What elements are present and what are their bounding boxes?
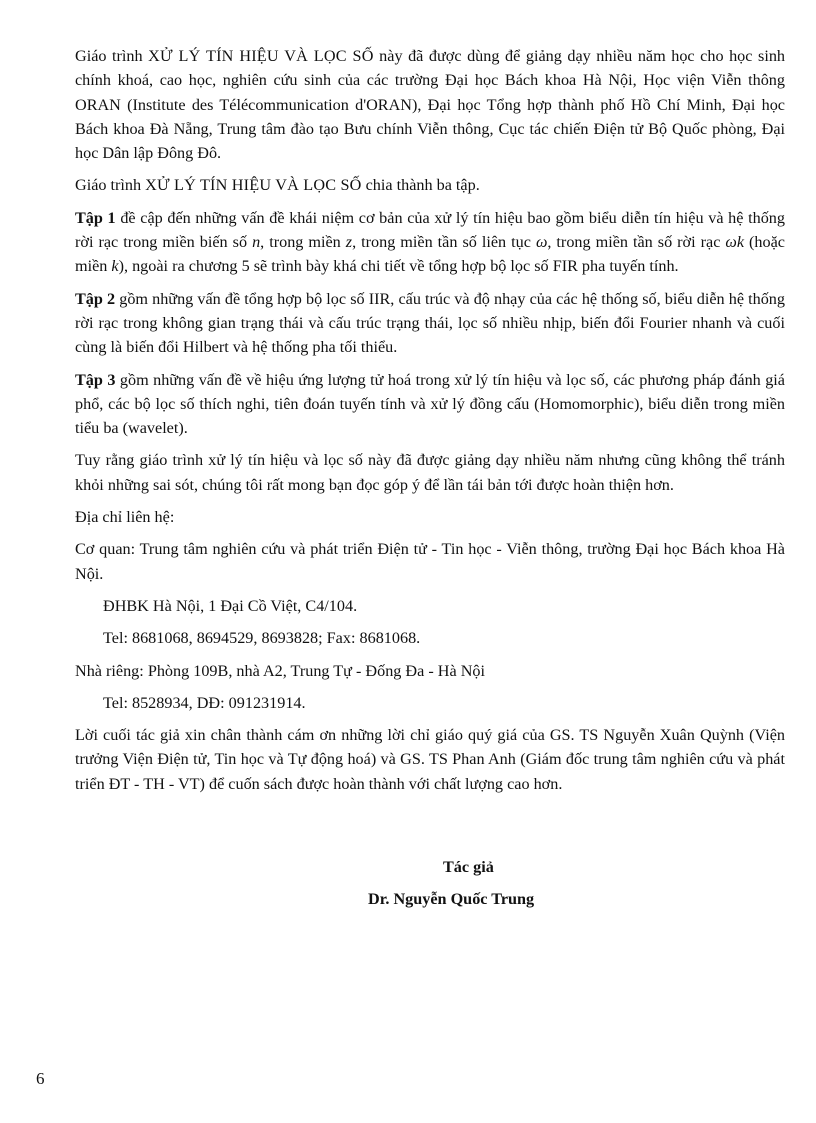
contact-heading: Địa chỉ liên hệ:	[75, 508, 175, 527]
page-number: 6	[36, 1069, 45, 1088]
contact-home-phone: Tel: 8528934, DĐ: 091231914.	[103, 693, 306, 712]
volume-label: Tập 2	[75, 289, 116, 308]
paragraph-intro	[75, 44, 785, 165]
book-title: XỬ LÝ TÍN HIỆU VÀ LỌC SỐ	[148, 47, 374, 65]
paragraph-volume-1	[75, 206, 785, 279]
contact-block	[75, 505, 785, 715]
paragraph-acknowledgement: Lời cuối tác giả xin chân thành cám ơn những lời chỉ giáo quý giá của GS. TS Nguyễn Xuân Quỳnh (Viện trưởng Viện Điện tử, Tin học và Tự động hoá) và GS. TS Phan Anh (Giám đốc trung tâm nghiên cứu và phát triển ĐT - TH - VT) để cuốn sách được hoàn thành với chất lượng cao hơn.	[75, 726, 785, 793]
signature-title: Tác giả	[443, 858, 494, 876]
text: (hoặc miền	[75, 233, 785, 276]
text: này đã được dùng để giảng dạy nhiều năm học cho học sinh chính khoá, cao học, nghiên cứu sinh của các trường Đại học Bách khoa Hà Nội, Học viện Viễn thông ORAN (Institute des Télécommunication d'ORAN), Đại học Tổng hợp thành phố Hồ Chí Minh, Đại học Bách khoa Đà Nẵng, Trung tâm đào tạo Bưu chính Viễn thông, Cục tác chiến Điện tử Bộ Quốc phòng, Đại học Dân lập Đông Đô.	[75, 47, 786, 163]
paragraph-volume-3	[75, 368, 785, 441]
book-title: XỬ LÝ TÍN HIỆU VÀ LỌC SỐ	[145, 176, 362, 195]
signature-name: Dr. Nguyễn Quốc Trung	[368, 890, 535, 908]
text: Giáo trình	[75, 47, 149, 65]
volume-label: Tập 3	[75, 370, 116, 389]
text: gồm những vấn đề về hiệu ứng lượng tử hoá trong xử lý tín hiệu và lọc số, các phương pháp đánh giá phổ, các bộ lọc số thích nghi, tiên đoán tuyến tính và xử lý đồng cấu (Homomorphic), biểu diễn trong miền tiểu ba (wavelet).	[75, 370, 785, 438]
math-symbol: n	[252, 233, 261, 252]
math-symbol: z	[345, 233, 353, 252]
text: chia thành ba tập.	[361, 176, 480, 195]
contact-office-address: ĐHBK Hà Nội, 1 Đại Cồ Việt, C4/104.	[103, 596, 358, 615]
paragraph-volumes	[75, 173, 785, 197]
text: Giáo trình	[75, 176, 146, 195]
text: đề cập đến những vấn đề khái niệm cơ bản của xử lý tín hiệu bao gồm biểu diễn tín hiệu và hệ thống rời rạc trong miền biến số	[75, 208, 785, 252]
contact-home: Nhà riêng: Phòng 109B, nhà A2, Trung Tự - Đống Đa - Hà Nội	[75, 661, 485, 680]
math-symbol: k	[111, 257, 119, 276]
volume-label: Tập 1	[75, 208, 116, 227]
text: gồm những vấn đề tổng hợp bộ lọc số IIR, cấu trúc và độ nhạy của các hệ thống số, biểu diễn hệ thống rời rạc trong không gian trạng thái và cấu trúc trạng thái, lọc số nhiều nhịp, biến đổi Fourier nhanh và cuối cùng là biến đổi Hilbert và hệ thống pha tối thiểu.	[75, 289, 785, 357]
math-symbol: ω	[535, 233, 548, 252]
body-text	[75, 44, 785, 804]
text: , trong miền	[260, 233, 346, 252]
text: , trong miền tần số liên tục	[352, 233, 536, 252]
paragraph-errata: Tuy rằng giáo trình xử lý tín hiệu và lọc số này đã được giảng dạy nhiều năm nhưng cũng không thể tránh khỏi những sai sót, chúng tôi rất mong bạn đọc góp ý để lần tái bản tới được hoàn thiện hơn.	[75, 451, 785, 494]
math-symbol: ωk	[725, 233, 745, 252]
text: , trong miền tần số rời rạc	[547, 233, 726, 252]
contact-agency: Cơ quan: Trung tâm nghiên cứu và phát triển Điện tử - Tin học - Viễn thông, trường Đại học Bách khoa Hà Nội.	[75, 540, 785, 583]
contact-office-phone: Tel: 8681068, 8694529, 8693828; Fax: 8681068.	[103, 629, 421, 648]
text: ), ngoài ra chương 5 sẽ trình bày khá chi tiết về tổng hợp bộ lọc số FIR pha tuyến tính.	[118, 257, 679, 276]
paragraph-volume-2	[75, 287, 785, 360]
